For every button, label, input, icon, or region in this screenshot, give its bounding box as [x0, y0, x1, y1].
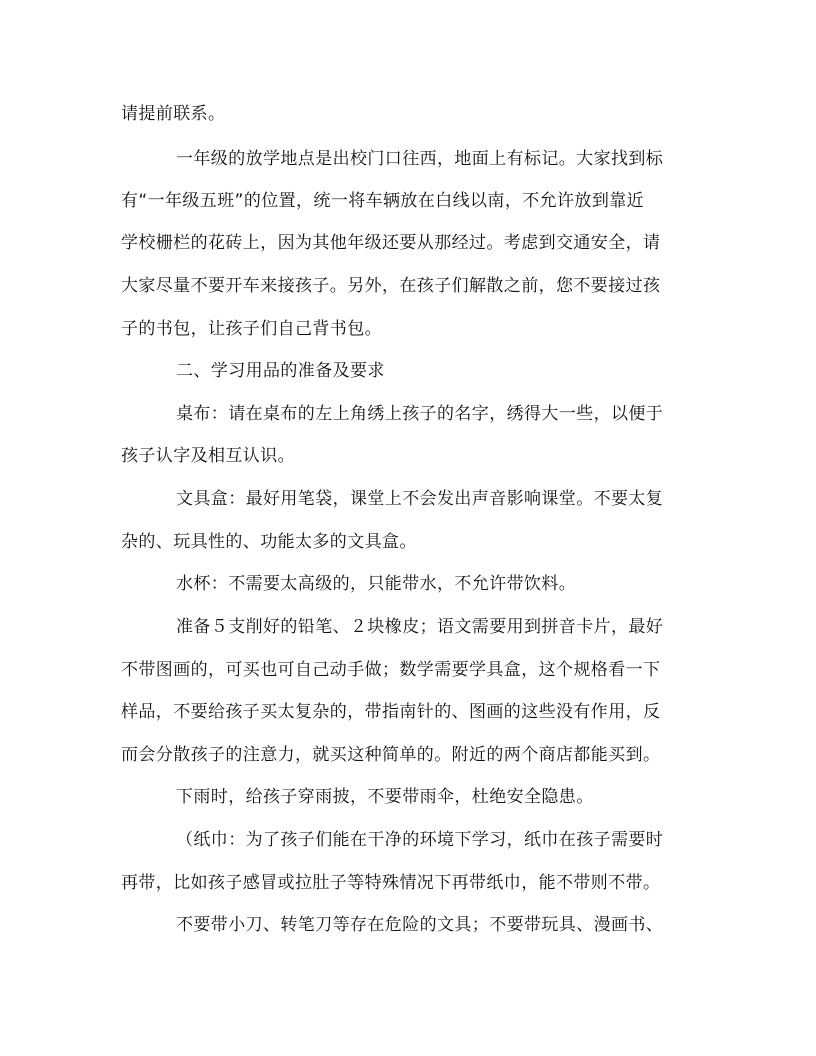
text-line-19: 再带，比如孩子感冒或拉肚子等特殊情况下再带纸巾，能不带则不带。: [121, 873, 661, 893]
section-heading: 二、学习用品的准备及要求: [176, 361, 385, 381]
text-line-11: 杂的、玩具性的、功能太多的文具盒。: [121, 532, 417, 552]
text-line-5: 大家尽量不要开车来接孩子。另外，在孩子们解散之前，您不要接过孩: [121, 276, 661, 296]
text-line-16: 而会分散孩子的注意力，就买这种简单的。附近的两个商店都能买到。: [121, 745, 661, 765]
text-line-20: 不要带小刀、转笔刀等存在危险的文具；不要带玩具、漫画书、: [176, 915, 664, 935]
text-line-18: （纸巾：为了孩子们能在干净的环境下学习，纸巾在孩子需要时: [176, 830, 664, 850]
text-line-2: 一年级的放学地点是出校门口往西，地面上有标记。大家找到标: [176, 149, 664, 169]
text-line-4: 学校栅栏的花砖上，因为其他年级还要从那经过。考虑到交通安全，请: [121, 233, 661, 253]
text-line-8: 桌布：请在桌布的左上角绣上孩子的名字，绣得大一些，以便于: [176, 404, 664, 424]
text-line-3: 有“一年级五班”的位置，统一将车辆放在白线以南，不允许放到靠近: [121, 191, 645, 211]
text-line-12: 水杯：不需要太高级的，只能带水，不允许带饮料。: [176, 574, 577, 594]
text-line-10: 文具盒：最好用笔袋，课堂上不会发出声音影响课堂。不要太复: [176, 489, 664, 509]
text-line-17: 下雨时，给孩子穿雨披，不要带雨伞，杜绝安全隐患。: [176, 787, 594, 807]
text-line-6: 子的书包，让孩子们自己背书包。: [121, 319, 382, 339]
text-line-9: 孩子认字及相互认识。: [121, 446, 295, 466]
text-line-15: 样品，不要给孩子买太复杂的，带指南针的、图画的这些没有作用，反: [121, 702, 661, 722]
text-line-1: 请提前联系。: [121, 104, 226, 124]
text-line-13: 准备５支削好的铅笔、２块橡皮；语文需要用到拼音卡片，最好: [176, 617, 664, 637]
text-line-14: 不带图画的，可买也可自己动手做；数学需要学具盒，这个规格看一下: [121, 660, 661, 680]
